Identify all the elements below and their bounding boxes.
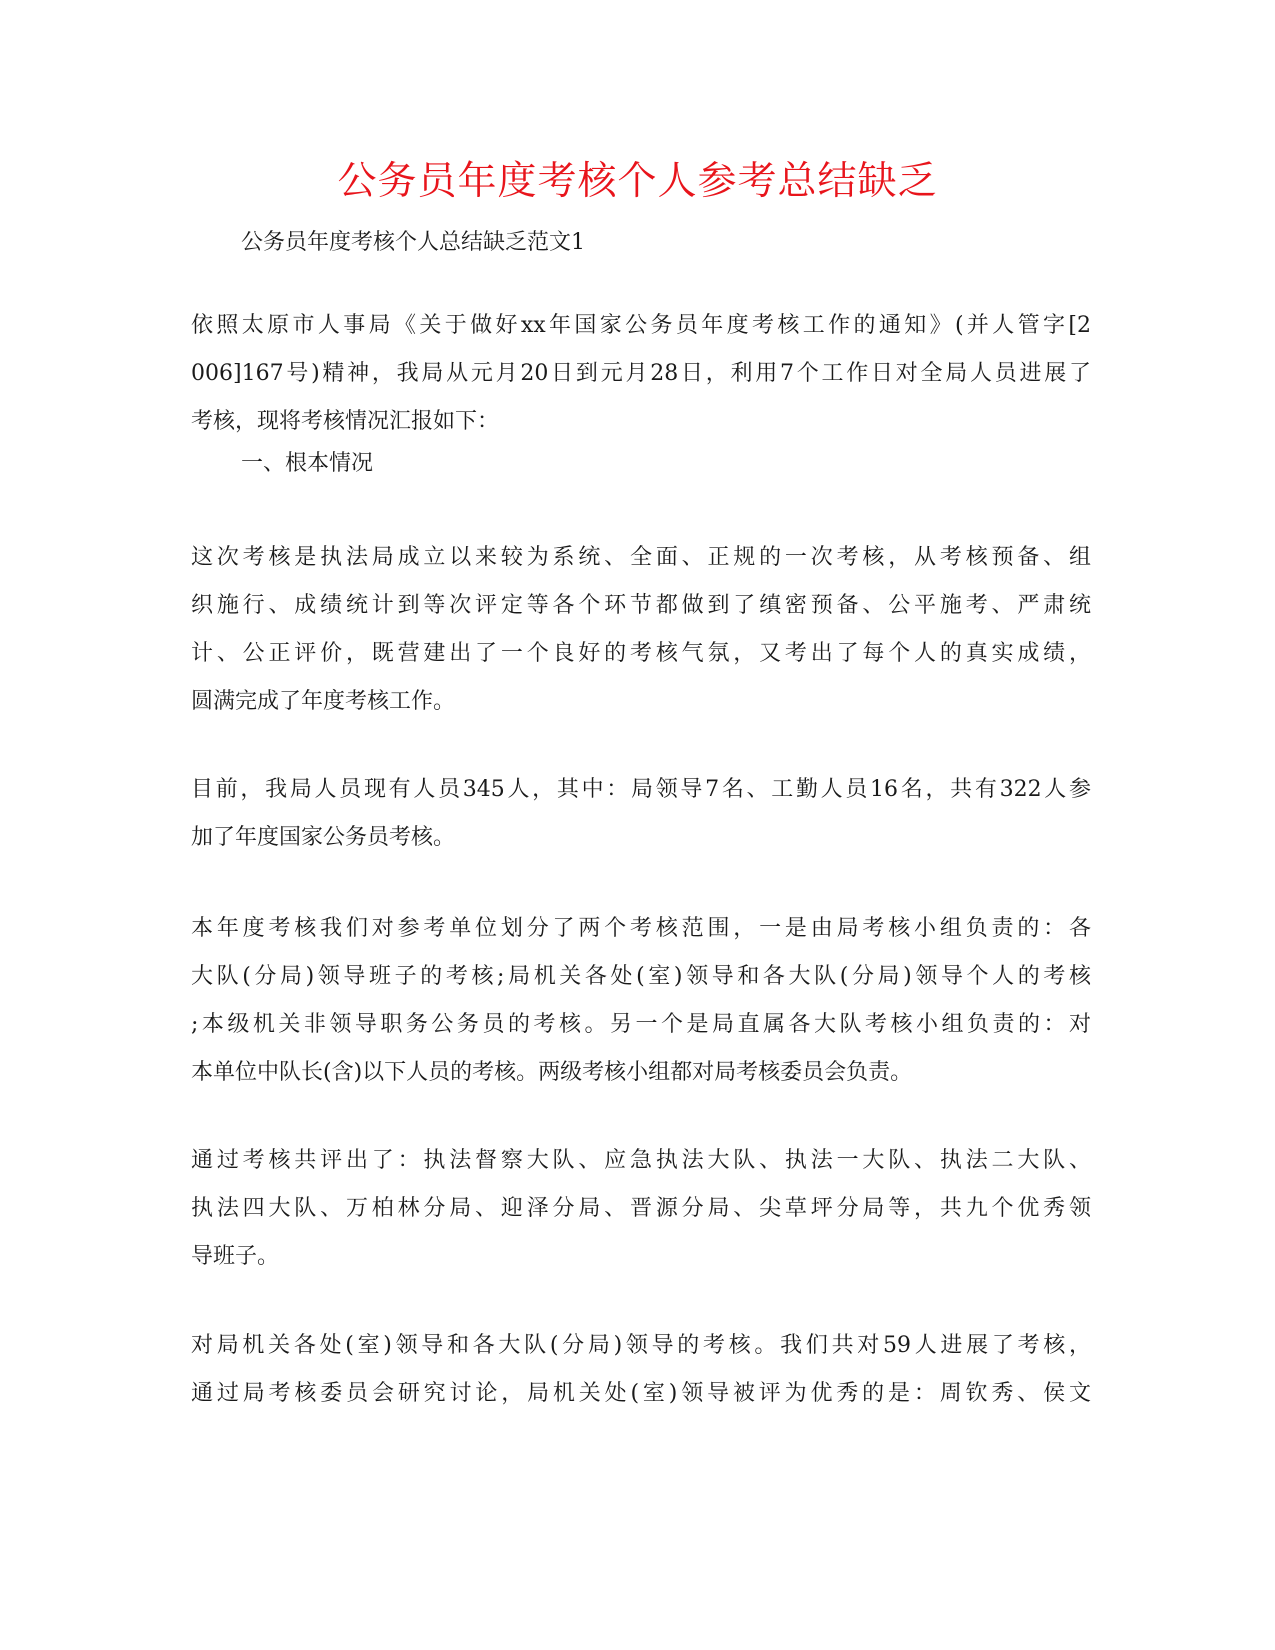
text-line: 目前，我局人员现有人员345人，其中：局领导7名、工勤人员16名，共有322人参 [191,777,1091,802]
text-line: 考核，现将考核情况汇报如下： [191,409,500,434]
document-title: 公务员年度考核个人参考总结缺乏 [337,159,938,204]
text-line: 本单位中队长(含)以下人员的考核。两级考核小组都对局考核委员会负责。 [191,1060,913,1085]
document-subtitle: 公务员年度考核个人总结缺乏范文1 [241,230,585,255]
text-line: ;本级机关非领导职务公务员的考核。另一个是局直属各大队考核小组负责的：对 [191,1012,1091,1037]
text-line: 通过局考核委员会研究讨论，局机关处(室)领导被评为优秀的是：周钦秀、侯文 [191,1381,1091,1406]
text-line: 执法四大队、万柏林分局、迎泽分局、晋源分局、尖草坪分局等，共九个优秀领 [191,1196,1091,1221]
paragraph-4 [191,905,1091,1097]
text-line: 通过考核共评出了：执法督察大队、应急执法大队、执法一大队、执法二大队、 [191,1148,1091,1173]
text-line: 圆满完成了年度考核工作。 [191,689,456,714]
text-line: 对局机关各处(室)领导和各大队(分局)领导的考核。我们共对59人进展了考核， [191,1333,1091,1358]
text-line: 加了年度国家公务员考核。 [191,825,456,850]
text-line: 006]167号)精神，我局从元月20日到元月28日，利用7个工作日对全局人员进展了 [191,361,1091,386]
text-line: 依照太原市人事局《关于做好xx年国家公务员年度考核工作的通知》(并人管字[2 [191,313,1091,338]
text-line: 这次考核是执法局成立以来较为系统、全面、正规的一次考核，从考核预备、组 [191,545,1091,570]
paragraph-2 [191,534,1091,726]
paragraph-5 [191,1137,1091,1281]
paragraph-1 [191,302,1091,446]
text-line: 大队(分局)领导班子的考核;局机关各处(室)领导和各大队(分局)领导个人的考核 [191,964,1091,989]
paragraph-6 [191,1322,1091,1418]
text-line: 导班子。 [191,1244,280,1269]
paragraph-3 [191,766,1091,862]
text-line: 织施行、成绩统计到等次评定等各个环节都做到了缜密预备、公平施考、严肃统 [191,593,1091,618]
section-heading: 一、根本情况 [241,451,374,476]
text-line: 本年度考核我们对参考单位划分了两个考核范围，一是由局考核小组负责的：各 [191,916,1091,941]
text-line: 计、公正评价，既营建出了一个良好的考核气氛，又考出了每个人的真实成绩， [191,641,1091,666]
